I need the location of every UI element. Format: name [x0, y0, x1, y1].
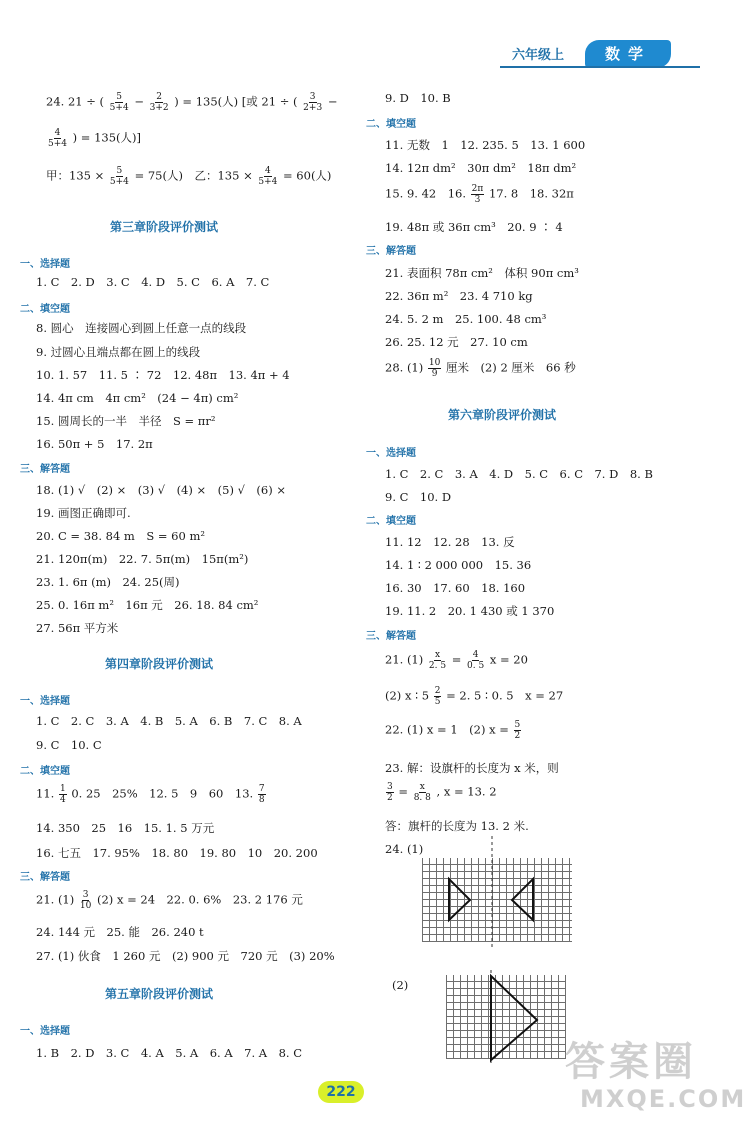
answer-line: 9. 过圆心且端点都在圆上的线段	[36, 345, 201, 359]
answer-line: 24. 5. 2 m 25. 100. 48 cm³	[385, 312, 547, 326]
section-heading: 三、解答题	[20, 464, 70, 475]
header-divider	[500, 66, 700, 68]
answer-line: 1. C 2. C 3. A 4. B 5. A 6. B 7. C 8. A	[36, 714, 302, 728]
answer-line: (2) x ∶ 5 $\frac{2}{5}$ = 2. 5 ∶ 0. 5 x = 27	[385, 686, 564, 707]
answer-line: 28. (1) $\frac{10}{9}$ 厘米 (2) 2 厘米 66 秒	[385, 358, 576, 379]
section-heading: 一、选择题	[20, 259, 70, 270]
triangle-figure-1	[422, 836, 582, 948]
answer-line: 23. 1. 6π (m) 24. 25(周)	[36, 575, 180, 589]
page-number: 222	[318, 1081, 364, 1103]
answer-line: 21. 表面积 78π cm² 体积 90π cm³	[385, 266, 579, 280]
chapter-title: 第三章阶段评价测试	[110, 220, 219, 234]
section-heading: 三、解答题	[20, 872, 70, 883]
answer-line: 11. 12 12. 28 13. 反	[385, 535, 515, 549]
answer-line: 1. C 2. C 3. A 4. D 5. C 6. C 7. D 8. B	[385, 467, 653, 481]
chapter-title: 第六章阶段评价测试	[448, 408, 557, 422]
answer-line: 22. (1) x = 1 (2) x = $\frac{5}{2}$	[385, 720, 521, 741]
chapter-title: 第五章阶段评价测试	[105, 987, 214, 1001]
section-heading: 三、解答题	[366, 246, 416, 257]
watermark-url: MXQE.COM	[580, 1085, 747, 1113]
chapter-title: 第四章阶段评价测试	[105, 657, 214, 671]
answer-line: 9. C 10. D	[385, 490, 452, 504]
answer-line: 14. 12π dm² 30π dm² 18π dm²	[385, 161, 577, 175]
answer-line: 24. (1)	[385, 842, 424, 856]
answer-line: 14. 1 ∶ 2 000 000 15. 36	[385, 558, 532, 572]
answer-line: 11. 无数 1 12. 235. 5 13. 1 600	[385, 138, 586, 152]
section-heading: 二、填空题	[366, 119, 416, 130]
section-heading: 二、填空题	[20, 766, 70, 777]
section-heading: 二、填空题	[366, 516, 416, 527]
answer-line: 22. 36π m² 23. 4 710 kg	[385, 289, 533, 303]
watermark-logo: 答案圈	[565, 1039, 697, 1085]
answer-line: 18. (1) √ (2) × (3) √ (4) × (5) √ (6) ×	[36, 483, 287, 497]
answer-line: 16. 七五 17. 95% 18. 80 19. 80 10 20. 200	[36, 846, 318, 860]
answer-line: 21. 120π(m) 22. 7. 5π(m) 15π(m²)	[36, 552, 249, 566]
answer-line: 27. (1) 伙食 1 260 元 (2) 900 元 720 元 (3) 20%	[36, 949, 335, 963]
answer-line: (2)	[392, 978, 409, 992]
answer-line: 20. C = 38. 84 m S = 60 m²	[36, 529, 205, 543]
answer-line: 26. 25. 12 元 27. 10 cm	[385, 335, 528, 349]
grade-label: 六年级上	[512, 48, 565, 63]
section-heading: 二、填空题	[20, 304, 70, 315]
section-heading: 一、选择题	[20, 1026, 70, 1037]
section-heading: 一、选择题	[20, 696, 70, 707]
answer-line: 14. 350 25 16 15. 1. 5 万元	[36, 821, 215, 835]
answer-line: 23. 解：设旗杆的长度为 x 米，则	[385, 761, 559, 775]
answer-line: 答：旗杆的长度为 13. 2 米.	[385, 819, 529, 833]
answer-line: 19. 48π 或 36π cm³ 20. 9 ∶ 4	[385, 220, 563, 234]
answer-line: 16. 30 17. 60 18. 160	[385, 581, 526, 595]
answer-line: 1. C 2. D 3. C 4. D 5. C 6. A 7. C	[36, 275, 270, 289]
answer-line: 21. (1) $\frac{3}{10}$ (2) x = 24 22. 0. 6% 23. 2 176 元	[36, 890, 303, 911]
answer-line: 16. 50π + 5 17. 2π	[36, 437, 153, 451]
answer-line: 10. 1. 57 11. 5 ∶ 72 12. 48π 13. 4π + 4	[36, 368, 290, 382]
answer-line: 21. (1) $\frac{x}{2. 5}$ = $\frac{4}{0. 5}$ x = 20	[385, 650, 528, 671]
answer-line: 15. 圆周长的一半 半径 S = πr²	[36, 414, 216, 428]
answer-line: 25. 0. 16π m² 16π 元 26. 18. 84 cm²	[36, 598, 259, 612]
section-heading: 三、解答题	[366, 631, 416, 642]
answer-line: 9. D 10. B	[385, 91, 451, 105]
answer-line: 14. 4π cm 4π cm² (24 − 4π) cm²	[36, 391, 239, 405]
answer-line: 24. 144 元 25. 能 26. 240 t	[36, 925, 204, 939]
section-heading: 一、选择题	[366, 448, 416, 459]
answer-line: 15. 9. 42 16. $\frac{2\pi}{3}$ 17. 8 18. 32π	[385, 184, 574, 205]
answer-line: $\frac{4}{5+4}$ ) = 135(人)]	[48, 128, 141, 149]
triangle-figure-2	[446, 970, 571, 1064]
answer-line: 27. 56π 平方米	[36, 621, 119, 635]
answer-line: $\frac{3}{2}$ = $\frac{x}{8. 8}$ , x = 13. 2	[387, 782, 497, 803]
answer-line: 19. 11. 2 20. 1 430 或 1 370	[385, 604, 555, 618]
answer-line: 24. 21 ÷ ( $\frac{5}{5+4}$ − $\frac{2}{3+2}$ ) = 135(人) [或 21 ÷ ( $\frac{3}{2+3}$ −	[46, 92, 338, 113]
answer-line: 9. C 10. C	[36, 738, 102, 752]
answer-line: 甲：135 × $\frac{5}{5+4}$ = 75(人) 乙：135 × $\frac{4}{5+4}$ = 60(人)	[46, 166, 332, 187]
answer-line: 1. B 2. D 3. C 4. A 5. A 6. A 7. A 8. C	[36, 1046, 303, 1060]
answer-line: 19. 画图正确即可.	[36, 506, 131, 520]
answer-line: 8. 圆心 连接圆心到圆上任意一点的线段	[36, 321, 247, 335]
subject-badge: 数学	[585, 40, 671, 68]
answer-line: 11. $\frac{1}{4}$ 0. 25 25% 12. 5 9 60 13. $\frac{7}{8}$	[36, 784, 265, 805]
